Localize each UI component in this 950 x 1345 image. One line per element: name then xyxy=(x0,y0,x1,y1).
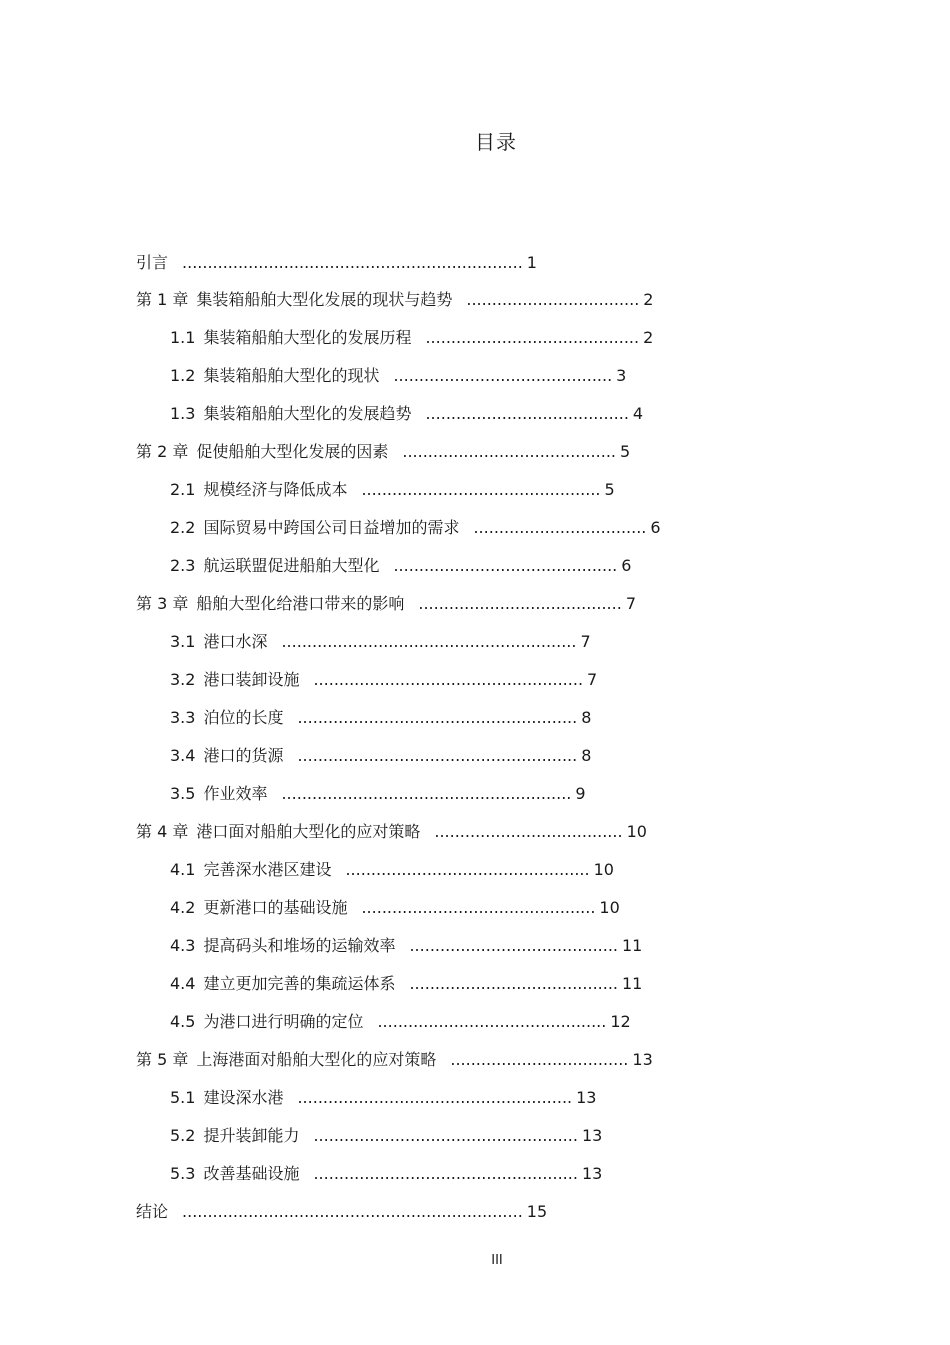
toc-entry-number: 3.2 xyxy=(170,670,196,689)
toc-entry-number: 4.2 xyxy=(170,898,196,917)
toc-entry-2-2[interactable] xyxy=(170,516,661,540)
toc-leader: ........................................ xyxy=(425,404,629,423)
toc-leader: ......................................... xyxy=(409,974,618,993)
toc-entry-4-2[interactable] xyxy=(170,896,620,920)
toc-entry-page: 7 xyxy=(625,594,636,613)
toc-entry-title: 船舶大型化给港口带来的影响 xyxy=(196,594,405,613)
toc-entry-page: 2 xyxy=(643,290,654,309)
toc-entry-number: 1.2 xyxy=(170,366,196,385)
toc-entry-number: 第 2 章 xyxy=(136,442,189,461)
toc-entry-title: 作业效率 xyxy=(203,784,268,803)
toc-entry-page: 11 xyxy=(622,936,643,955)
toc-entry-number: 5.1 xyxy=(170,1088,196,1107)
toc-entry-title: 航运联盟促进船舶大型化 xyxy=(203,556,380,575)
toc-entry-title: 集装箱船舶大型化的现状 xyxy=(203,366,380,385)
toc-entry-chapter-3[interactable] xyxy=(136,592,636,616)
toc-entry-intro[interactable] xyxy=(136,251,537,275)
toc-entry-page: 5 xyxy=(604,480,615,499)
toc-leader: .......................................................... xyxy=(281,632,577,651)
toc-entry-number: 5.2 xyxy=(170,1126,196,1145)
toc-entry-title: 建立更加完善的集疏运体系 xyxy=(203,974,396,993)
toc-entry-page: 6 xyxy=(650,518,661,537)
toc-entry-page: 13 xyxy=(581,1126,603,1145)
toc-entry-title: 泊位的长度 xyxy=(203,708,284,727)
toc-entry-title: 港口面对船舶大型化的应对策略 xyxy=(196,822,421,841)
toc-entry-5-2[interactable] xyxy=(170,1124,602,1148)
toc-entry-number: 第 5 章 xyxy=(136,1050,189,1069)
toc-entry-title: 集装箱船舶大型化的发展历程 xyxy=(203,328,412,347)
toc-entry-3-5[interactable] xyxy=(170,782,586,806)
toc-leader: .......................................... xyxy=(425,328,640,347)
toc-entry-title: 集装箱船舶大型化的发展趋势 xyxy=(203,404,412,423)
toc-entry-title: 促使船舶大型化发展的因素 xyxy=(196,442,389,461)
toc-entry-4-4[interactable] xyxy=(170,972,642,996)
toc-leader: .................................................... xyxy=(313,1164,578,1183)
toc-entry-number: 第 1 章 xyxy=(136,290,189,309)
toc-entry-page: 8 xyxy=(581,708,592,727)
toc-entry-chapter-5[interactable] xyxy=(136,1048,653,1072)
toc-entry-number: 第 3 章 xyxy=(136,594,189,613)
toc-entry-page: 13 xyxy=(581,1164,603,1183)
toc-leader: ................................................ xyxy=(345,860,590,879)
toc-entry-page: 7 xyxy=(587,670,598,689)
toc-entry-3-4[interactable] xyxy=(170,744,591,768)
toc-entry-2-3[interactable] xyxy=(170,554,631,578)
toc-entry-number: 5.3 xyxy=(170,1164,196,1183)
toc-entry-title: 提高码头和堆场的运输效率 xyxy=(203,936,396,955)
toc-entry-1-1[interactable] xyxy=(170,326,653,350)
toc-entry-4-1[interactable] xyxy=(170,858,614,882)
toc-entry-chapter-4[interactable] xyxy=(136,820,647,844)
toc-entry-1-3[interactable] xyxy=(170,402,643,426)
toc-entry-page: 8 xyxy=(581,746,592,765)
toc-leader: .......................................... xyxy=(402,442,616,461)
toc-leader: ............................................... xyxy=(361,480,601,499)
toc-entry-title: 完善深水港区建设 xyxy=(203,860,332,879)
page-title: 目录 xyxy=(475,130,517,154)
toc-entry-3-3[interactable] xyxy=(170,706,591,730)
toc-leader: .................................................... xyxy=(313,1126,578,1145)
page-number: III xyxy=(491,1253,503,1268)
toc-entry-page: 11 xyxy=(622,974,643,993)
toc-leader: .................................. xyxy=(473,518,647,537)
toc-leader: ..................................................... xyxy=(313,670,584,689)
toc-entry-title: 港口装卸设施 xyxy=(203,670,300,689)
toc-entry-page: 9 xyxy=(575,784,586,803)
toc-entry-title: 集装箱船舶大型化发展的现状与趋势 xyxy=(196,290,453,309)
toc-entry-page: 2 xyxy=(643,328,654,347)
toc-entry-number: 2.1 xyxy=(170,480,196,499)
toc-entry-number: 1.1 xyxy=(170,328,196,347)
toc-entry-number: 2.3 xyxy=(170,556,196,575)
toc-entry-2-1[interactable] xyxy=(170,478,615,502)
toc-entry-page: 6 xyxy=(621,556,632,575)
toc-entry-1-2[interactable] xyxy=(170,364,626,388)
toc-entry-number: 3.3 xyxy=(170,708,196,727)
toc-leader: ................................................................... xyxy=(182,1202,523,1221)
toc-entry-number: 4.5 xyxy=(170,1012,196,1031)
toc-entry-page: 7 xyxy=(580,632,591,651)
toc-entry-4-3[interactable] xyxy=(170,934,642,958)
toc-entry-title: 上海港面对船舶大型化的应对策略 xyxy=(196,1050,437,1069)
toc-entry-title: 港口水深 xyxy=(203,632,268,651)
toc-entry-number: 3.5 xyxy=(170,784,196,803)
toc-leader: ........................................... xyxy=(393,366,613,385)
toc-entry-page: 10 xyxy=(593,860,614,879)
toc-entry-conclusion[interactable] xyxy=(136,1200,547,1224)
toc-entry-page: 12 xyxy=(610,1012,631,1031)
toc-entry-5-3[interactable] xyxy=(170,1162,602,1186)
toc-entry-number: 第 4 章 xyxy=(136,822,189,841)
toc-entry-title: 建设深水港 xyxy=(203,1088,284,1107)
toc-leader: ................................................................... xyxy=(182,253,523,272)
toc-entry-page: 10 xyxy=(626,822,647,841)
toc-entry-number: 4.4 xyxy=(170,974,196,993)
toc-entry-title: 改善基础设施 xyxy=(203,1164,300,1183)
toc-entry-page: 3 xyxy=(616,366,627,385)
toc-leader: .............................................. xyxy=(361,898,596,917)
toc-entry-number: 3.1 xyxy=(170,632,196,651)
toc-entry-title: 更新港口的基础设施 xyxy=(203,898,348,917)
toc-leader: ......................................................... xyxy=(281,784,572,803)
toc-entry-title: 规模经济与降低成本 xyxy=(203,480,348,499)
toc-entry-number: 4.3 xyxy=(170,936,196,955)
toc-entry-number: 3.4 xyxy=(170,746,196,765)
toc-entry-title: 提升装卸能力 xyxy=(203,1126,300,1145)
toc-entry-page: 13 xyxy=(632,1050,653,1069)
toc-leader: .................................. xyxy=(466,290,640,309)
toc-leader: ............................................ xyxy=(393,556,618,575)
toc-leader: ......................................... xyxy=(409,936,618,955)
toc-entry-title: 国际贸易中跨国公司日益增加的需求 xyxy=(203,518,460,537)
toc-entry-chapter-2[interactable] xyxy=(136,440,630,464)
toc-entry-title: 引言 xyxy=(136,253,169,272)
toc-entry-number: 4.1 xyxy=(170,860,196,879)
toc-entry-page: 4 xyxy=(632,404,644,423)
toc-entry-title: 港口的货源 xyxy=(203,746,284,765)
toc-entry-number: 1.3 xyxy=(170,404,196,423)
toc-entry-title: 为港口进行明确的定位 xyxy=(203,1012,364,1031)
toc-leader: ...................................................... xyxy=(297,1088,573,1107)
toc-entry-5-1[interactable] xyxy=(170,1086,596,1110)
toc-leader: ............................................. xyxy=(377,1012,607,1031)
toc-entry-title: 结论 xyxy=(136,1202,169,1221)
toc-entry-page: 5 xyxy=(619,442,631,461)
toc-leader: ..................................... xyxy=(434,822,623,841)
toc-entry-page: 13 xyxy=(576,1088,597,1107)
toc-entry-4-5[interactable] xyxy=(170,1010,631,1034)
toc-entry-3-1[interactable] xyxy=(170,630,591,654)
toc-leader: ....................................................... xyxy=(297,708,578,727)
toc-leader: ................................... xyxy=(450,1050,629,1069)
toc-leader: ....................................................... xyxy=(297,746,578,765)
toc-entry-page: 15 xyxy=(526,1202,548,1221)
toc-entry-page: 1 xyxy=(526,253,537,272)
toc-entry-3-2[interactable] xyxy=(170,668,597,692)
toc-entry-page: 10 xyxy=(599,898,620,917)
toc-entry-number: 2.2 xyxy=(170,518,196,537)
toc-leader: ........................................ xyxy=(418,594,622,613)
toc-entry-chapter-1[interactable] xyxy=(136,288,653,312)
